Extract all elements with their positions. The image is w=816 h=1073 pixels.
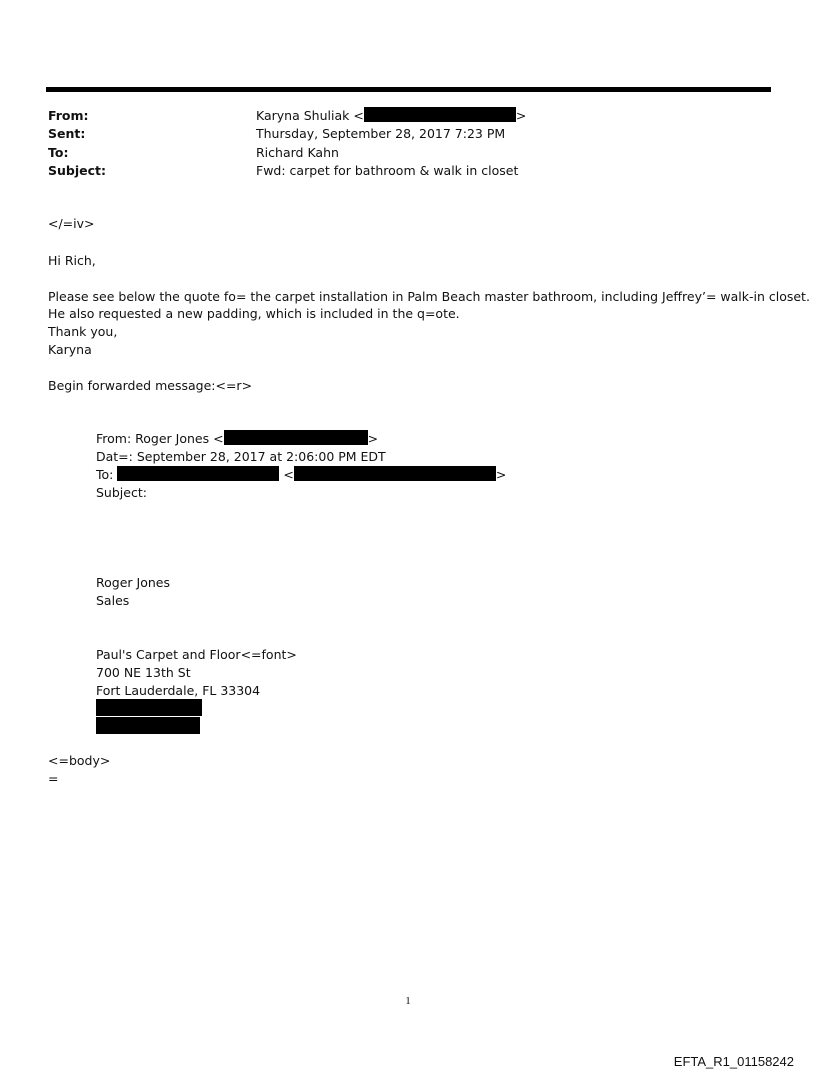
redaction-block: [117, 466, 279, 481]
signature-title: Sales: [96, 593, 130, 608]
fwd-from-suffix: >: [367, 431, 379, 446]
from-label: From:: [48, 108, 89, 123]
subject-label: Subject:: [48, 163, 106, 178]
subject-value: Fwd: carpet for bathroom & walk in closet: [256, 163, 519, 178]
address-line-1: 700 NE 13th St: [96, 665, 191, 680]
fwd-from-prefix: From: Roger Jones <: [96, 431, 224, 446]
fwd-to-mid: <: [283, 467, 294, 482]
body-paragraph-1: Please see below the quote fo= the carpet installation in Palm Beach master bathroom, including Jeffrey’= walk-in closet.: [48, 289, 810, 304]
fwd-to-suffix: >: [495, 467, 507, 482]
to-label: To:: [48, 145, 69, 160]
forward-intro: Begin forwarded message:<=r>: [48, 378, 253, 393]
fwd-to-line: [96, 466, 506, 484]
greeting: Hi Rich,: [48, 253, 96, 268]
body-close-artifact: <=body>: [48, 753, 111, 768]
to-value: Richard Kahn: [256, 145, 339, 160]
signoff: Karyna: [48, 342, 92, 357]
redaction-block: [364, 107, 516, 122]
thanks-line: Thank you,: [48, 324, 118, 339]
company-name: Paul's Carpet and Floor<=font>: [96, 647, 297, 662]
signature-name: Roger Jones: [96, 575, 170, 590]
redaction-block: [96, 717, 200, 734]
equals-artifact: =: [48, 771, 59, 786]
fwd-date-line: Dat=: September 28, 2017 at 2:06:00 PM EDT: [96, 449, 386, 464]
fwd-from-line: [96, 430, 378, 448]
body-div-artifact: </=iv>: [48, 216, 95, 231]
document-id: EFTA_R1_01158242: [673, 1054, 794, 1069]
redaction-block: [96, 699, 202, 716]
from-suffix: >: [515, 108, 527, 123]
address-line-2: Fort Lauderdale, FL 33304: [96, 683, 261, 698]
page-number: 1: [405, 995, 411, 1007]
from-value: [256, 107, 526, 125]
body-paragraph-2: He also requested a new padding, which is included in the q=ote.: [48, 306, 460, 321]
fwd-to-prefix: To:: [96, 467, 114, 482]
redaction-block: [294, 466, 496, 481]
from-name: Karyna Shuliak <: [256, 108, 364, 123]
fwd-subject-line: Subject:: [96, 485, 147, 500]
redaction-block: [224, 430, 368, 445]
header-rule: [46, 87, 771, 92]
sent-label: Sent:: [48, 126, 86, 141]
sent-value: Thursday, September 28, 2017 7:23 PM: [256, 126, 506, 141]
